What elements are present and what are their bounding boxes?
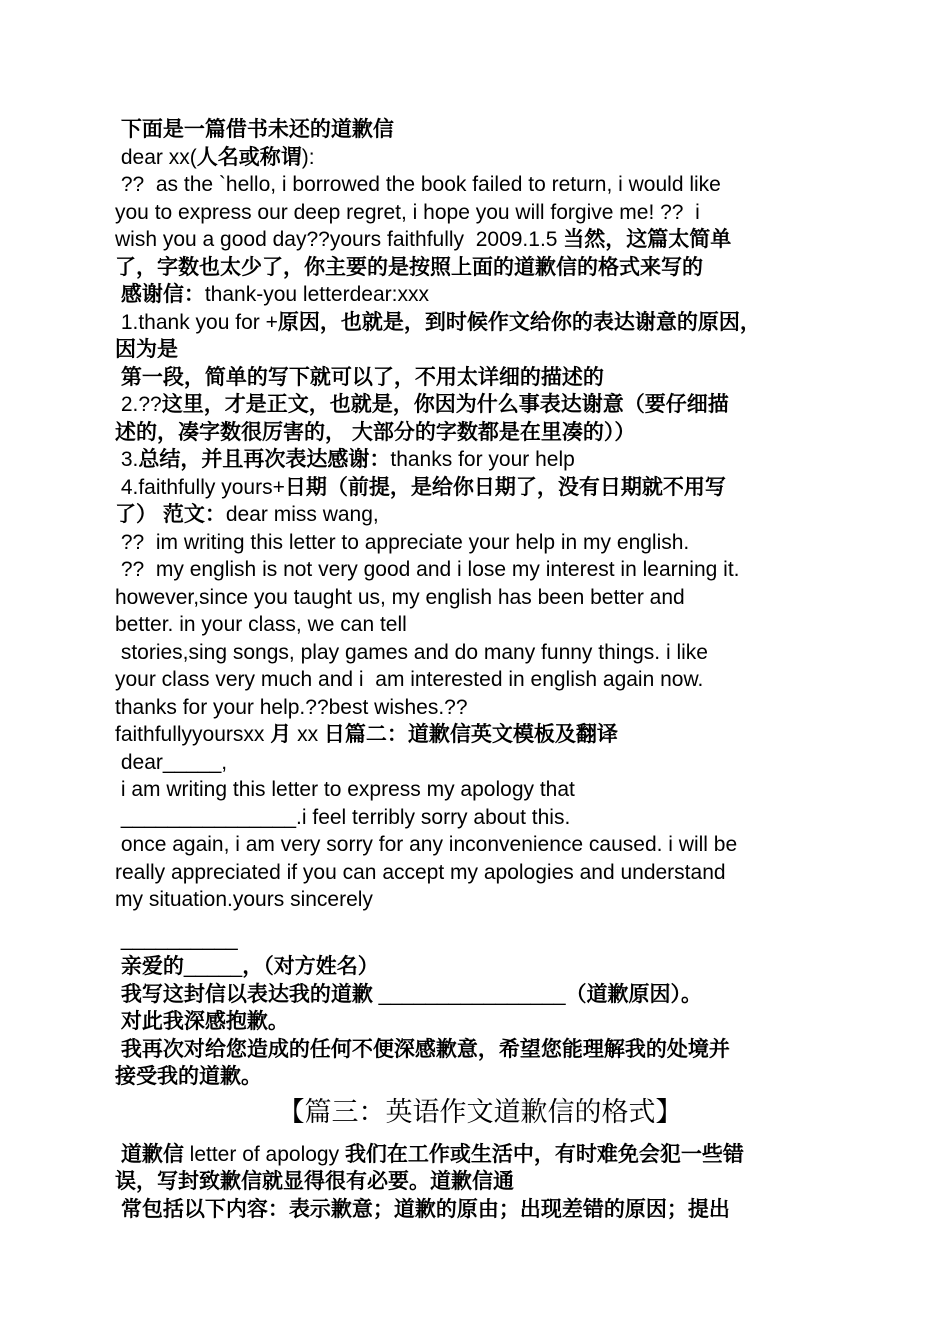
text-run: 感谢信： (115, 283, 205, 306)
text-run: 误，写封致歉信就显得很有必要。道歉信通 (115, 1170, 514, 1193)
text-run: thanks for your help (390, 448, 575, 471)
text-line (115, 721, 845, 749)
text-run: letter of apology (189, 1142, 345, 1166)
text-run: however,since you taught us, my english has been better and (115, 585, 685, 609)
text-run: ?? my english is not very good and i lose my interest in learning it. (115, 558, 740, 581)
text-run: 对此我深感抱歉。 (115, 1010, 289, 1033)
text-line (115, 309, 845, 337)
text-line (115, 364, 845, 392)
text-line (115, 1063, 845, 1091)
text-run: 1.thank you for + (115, 310, 278, 334)
text-run: faithfullyyoursxx (115, 723, 271, 746)
text-run: dear xx( (115, 145, 197, 169)
text-run: 我们在工作或生活中，有时难免会犯一些错 (344, 1142, 744, 1166)
text-line (115, 556, 845, 584)
text-run: （道歉原因）。 (565, 982, 703, 1006)
text-run: ?? im writing this letter to appreciate your help in my english. (115, 530, 690, 554)
text-line (115, 1036, 845, 1064)
text-run: dear miss wang, (225, 503, 379, 526)
text-run: really appreciated if you can accept my apologies and understand (115, 860, 726, 884)
text-run: 当然，这篇太简单 (563, 228, 732, 251)
text-line (115, 226, 845, 254)
text-run: my situation.yours sincerely (115, 888, 373, 911)
text-line (115, 199, 845, 227)
text-line (115, 171, 845, 199)
text-run: 述的，凑字数很厉害的， 大部分的字数都是在里凑的）） (115, 420, 636, 444)
text-run: 了，字数也太少了，你主要的是按照上面的道歉信的格式来写的 (115, 255, 703, 279)
text-run: 道歉信 (115, 1142, 190, 1166)
text-run: better. in your class, we can tell (115, 613, 407, 636)
text-run: _____ (183, 955, 243, 978)
text-line (115, 953, 845, 981)
text-run: ): (301, 145, 315, 169)
text-run: __________ (115, 927, 238, 951)
text-line (115, 666, 845, 694)
text-run: i am writing this letter to express my apology that (115, 778, 575, 801)
text-run: 2.?? (115, 393, 162, 416)
text-line (115, 776, 845, 804)
text-run: 我再次对给您造成的任何不便深感歉意，希望您能理解我的处境并 (115, 1037, 730, 1061)
text-line (115, 831, 845, 859)
text-line (115, 116, 845, 144)
text-line (115, 926, 845, 954)
text-run: 月 (270, 723, 292, 746)
text-run: 总结，并且再次表达感谢： (138, 448, 391, 471)
text-line (115, 981, 845, 1009)
text-run: _______________.i feel terribly sorry about this. (115, 805, 571, 829)
text-run: 原因，也就是，到时候作文给你的表达谢意的原因， (277, 310, 761, 334)
text-run: 日篇二：道歉信英文模板及翻译 (323, 723, 618, 746)
text-run: you to express our deep regret, i hope you will forgive me! ?? i (115, 200, 700, 224)
text-run: 这里，才是正文，也就是，你因为什么事表达谢意（要仔细描 (161, 393, 729, 416)
text-run: stories,sing songs, play games and do many funny things. i like (115, 640, 708, 664)
text-run: 3. (115, 448, 139, 471)
text-run: 因为是 (115, 338, 178, 361)
text-run: ?? as the `hello, i borrowed the book failed to return, i would like (115, 173, 721, 196)
text-run: 下面是一篇借书未还的道歉信 (115, 118, 394, 141)
text-line (115, 474, 845, 502)
text-line (115, 336, 845, 364)
text-run: your class very much and i am interested in english again now. (115, 668, 704, 691)
document-body (115, 116, 845, 1223)
text-run: thank-you letterdear:xxx (204, 283, 429, 306)
chinese-translation-block (115, 926, 845, 1091)
text-run: wish you a good day??yours faithfully 2009.1.5 (115, 228, 564, 251)
text-line (115, 1196, 845, 1224)
text-line (115, 446, 845, 474)
section-three-text (115, 1141, 845, 1224)
text-run: 我写这封信以表达我的道歉 (115, 982, 379, 1006)
text-line (115, 419, 845, 447)
text-line (115, 886, 845, 914)
text-line (115, 639, 845, 667)
text-line (115, 391, 845, 419)
text-run: 亲爱的 (115, 955, 184, 978)
text-line (115, 254, 845, 282)
text-run: dear_____, (115, 750, 228, 774)
text-run: ________________ (378, 982, 566, 1006)
text-line (115, 611, 845, 639)
text-run: 接受我的道歉。 (115, 1065, 262, 1088)
text-line (115, 529, 845, 557)
text-line (115, 804, 845, 832)
text-run: 日期（前提，是给你日期了，没有日期就不用写 (284, 475, 726, 499)
text-run: 了） 范文： (115, 503, 226, 526)
text-line (115, 584, 845, 612)
text-run: xx (291, 723, 324, 746)
letter-text-block (115, 116, 845, 914)
text-line (115, 1168, 845, 1196)
text-line (115, 281, 845, 309)
text-line (115, 749, 845, 777)
blank-spacer (115, 914, 845, 926)
text-line (115, 694, 845, 722)
text-line (115, 501, 845, 529)
text-run: 第一段，简单的写下就可以了，不用太详细的描述的 (115, 365, 604, 389)
text-run: ，（对方姓名） (242, 955, 379, 978)
text-line (115, 1141, 845, 1169)
text-run: thanks for your help.??best wishes.?? (115, 695, 468, 719)
text-line (115, 1008, 845, 1036)
text-run: 常包括以下内容：表示歉意；道歉的原由；出现差错的原因；提出 (115, 1197, 730, 1221)
text-run: 人名或称谓 (196, 145, 302, 169)
text-line (115, 859, 845, 887)
section-heading: 【篇三：英语作文道歉信的格式】 (277, 1096, 683, 1128)
text-run: once again, i am very sorry for any inconvenience caused. i will be (115, 833, 738, 856)
text-line (115, 144, 845, 172)
text-run: 4.faithfully yours+ (115, 475, 285, 499)
